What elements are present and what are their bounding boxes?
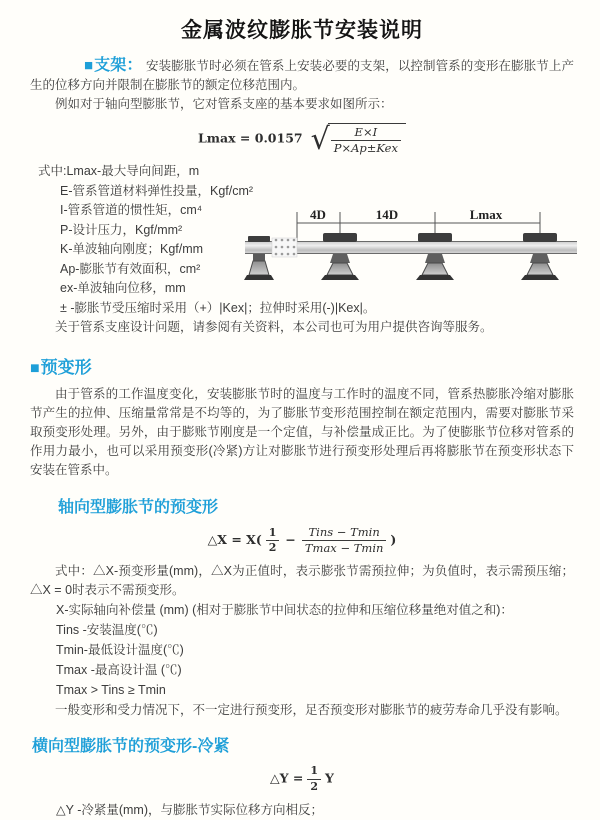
predeform-section-heading [30, 353, 574, 378]
definition-item: Tmax > Tins ≥ Tmin [56, 683, 166, 698]
sqrt-symbol-icon: √ [310, 122, 330, 158]
pipe-support-diagram [243, 207, 599, 302]
definition-lead: 式中:Lmax-最大导向间距，m [38, 164, 200, 179]
half-numerator: 1 [266, 527, 280, 542]
lmax-formula-numerator: E×I [331, 126, 401, 141]
axial-definition-list [30, 600, 574, 720]
lmax-formula-denominator: P×Ap±Kex [333, 141, 398, 156]
dimension-label-4d: 4D [310, 207, 326, 222]
support-intro-text: 安装膨胀节时必须在管系上安装必要的支架，以控制管系的变形在膨胀节上产生的位移方向并限制在膨胀节的额定位移范围内。 [30, 59, 574, 92]
support-example-line: 例如对于轴向型膨胀节，它对管系支座的基本要求如图所示： [55, 97, 393, 111]
bellows-icon [272, 238, 297, 257]
blue-square-icon: ■ [84, 57, 94, 74]
axial-formula-numerator: Tins − Tmin [302, 526, 387, 541]
definition-item: I-管系管道的惯性矩，cm⁴ [60, 203, 203, 218]
lateral-formula-rhs: Y [325, 771, 334, 787]
lmax-formula [30, 122, 574, 158]
support-section-heading [84, 57, 142, 74]
half-denominator: 2 [268, 541, 277, 555]
half-numerator: 1 [307, 765, 321, 780]
definition-item: E-管系管道材料弹性投量，Kgf/cm² [60, 183, 254, 198]
axial-formula-rhs: ) [390, 532, 397, 548]
sqrt-radical [310, 122, 406, 158]
definition-item: Tmin-最低设计温度(℃) [56, 643, 184, 658]
dimension-label-lmax: Lmax [469, 207, 503, 222]
half-denominator: 2 [310, 780, 319, 794]
definition-item: Ap-膨胀节有效面积，cm² [60, 261, 201, 276]
definition-item: K-单波轴向刚度；Kgf/mm [60, 242, 204, 257]
minus-operator: − [285, 532, 296, 548]
definition-item: Tmax -最高设计温 (℃) [56, 663, 182, 678]
axial-note: 一般变形和受力情况下，不一定进行预变形，足否预变形对膨胀节的疲劳寿命几乎没有影响。 [55, 703, 568, 718]
predeform-paragraph: 由于管系的工作温度变化，安装膨胀节时的温度与工作时的温度不同，管系热膨胀冷缩对膨胀节产生的拉伸、压缩量常常是不均等的，为了膨胀节变形范围控制在额定范围内，需要对膨胀节采取预变形处理。另外，由于膨账节刚度是一个定值，与补偿量成正比。为了使膨胀节位移对管系的作用力最小，也可以采用预变形(冷紧)方让对膨胀节进行预变形处理后再将膨胀节在预变形状态下安装在管系中。 [30, 386, 574, 477]
axial-formula [30, 526, 574, 555]
definition-item: P-设计压力，Kgf/mm² [60, 222, 183, 237]
axial-section-heading: 轴向型膨胀节的预变形 [58, 498, 219, 516]
dimension-label-14d: 14D [375, 207, 399, 222]
lateral-formula-lhs: △Y = [270, 771, 304, 787]
page-title: 金属波纹膨胀节安装说明 [181, 19, 423, 42]
blue-square-icon: ■ [30, 359, 40, 377]
support-heading-label: 支架： [94, 57, 143, 74]
definition-item: ex-单波轴向位移，mm [60, 281, 186, 296]
lateral-section-heading: 横向型膨胀节的预变形-冷紧 [32, 738, 230, 756]
axial-explanation: 式中：△X-预变形量(mm)，△X为正值时，表示膨张节需预拉伸；为负值时，表示需预压缩；△X = 0时表示不需预变形。 [30, 564, 574, 598]
pipe-guide-support [416, 233, 454, 280]
lateral-formula [30, 765, 574, 793]
definition-item: Tins -安装温度(℃) [56, 623, 158, 638]
support-intro-paragraph [30, 56, 574, 95]
pipe-guide-support [521, 233, 559, 280]
pipe-guide-support [321, 233, 359, 280]
lateral-note: △Y -冷紧量(mm)，与膨胀节实际位移方向相反； [56, 802, 324, 817]
support-closing-note: 关于管系支座设计问题，请参阅有关资料，本公司也可为用户提供咨询等服务。 [55, 320, 493, 335]
predeform-heading-label: 预变形 [40, 357, 92, 377]
axial-formula-denominator: Tmax − Tmin [304, 541, 384, 556]
axial-formula-lhs: △X = X( [207, 532, 262, 548]
definition-item: X-实际轴向补偿量 (mm) (相对于膨胀节中间状态的拉伸和压缩位移量绝对值之和)： [56, 603, 513, 618]
lmax-formula-lhs: Lmax = 0.0157 [198, 130, 303, 146]
document-page [0, 14, 600, 820]
plus-minus-note: ± -膨胀节受压缩时采用（+）|Kex|；拉伸时采用(-)|Kex|。 [60, 300, 376, 315]
